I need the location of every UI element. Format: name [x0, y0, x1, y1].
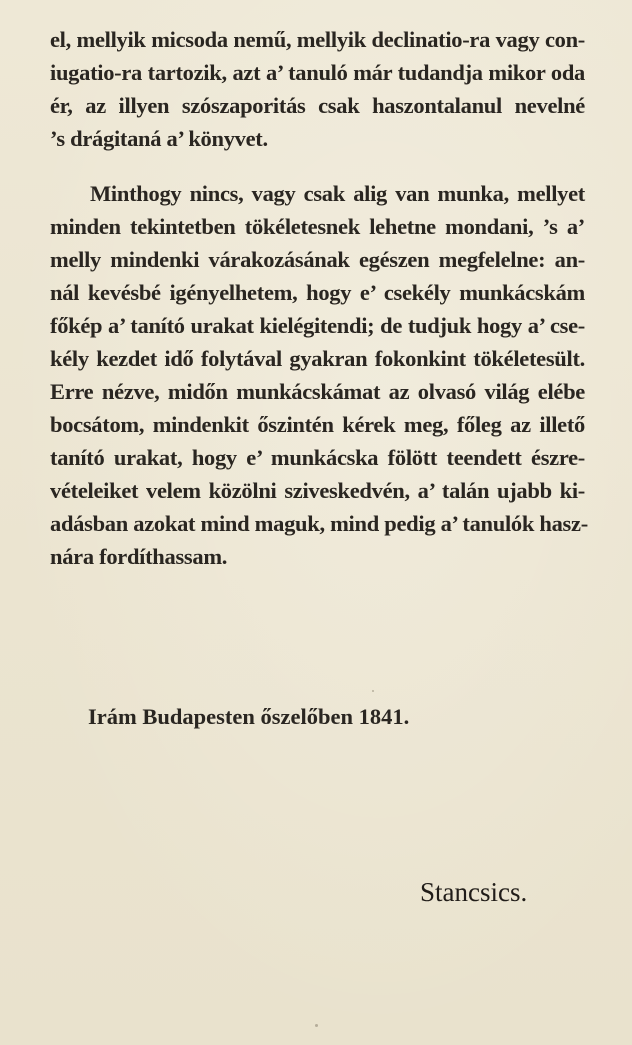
paper-speck	[315, 1024, 318, 1027]
text-line: Minthogy nincs, vagy csak alig van munka, mellyet	[90, 181, 585, 206]
paper-speck	[372, 690, 374, 692]
text-line: nára fordíthassam.	[50, 544, 228, 569]
text-line: adásban azokat mind maguk, mind pedig a’ tanulók hasz-	[50, 511, 588, 536]
text-line: főkép a’ tanító urakat kielégitendi; de tudjuk hogy a’ cse-	[50, 313, 585, 338]
text-line: Erre nézve, midőn munkácskámat az olvasó világ elébe	[50, 379, 585, 404]
text-line: minden tekintetben tökéletesnek lehetne mondani, ’s a’	[50, 214, 585, 239]
text-line: iugatio-ra tartozik, azt a’ tanuló már tudandja mikor oda	[50, 60, 585, 85]
text-line: vételeiket velem közölni sziveskedvén, a’ talán ujabb ki-	[50, 478, 585, 503]
text-line: ’s drágitaná a’ könyvet.	[50, 126, 268, 151]
author-signature: Stancsics.	[420, 877, 528, 907]
paragraph-2	[50, 177, 588, 573]
text-line: melly mindenki várakozásának egészen megfelelne: an-	[50, 247, 585, 272]
text-line: ér, az illyen szószaporitás csak haszontalanul nevelné	[50, 93, 585, 118]
text-line: nál kevésbé igényelhetem, hogy e’ csekély munkácskám	[50, 280, 585, 305]
text-line: tanító urakat, hogy e’ munkácska fölött teendett észre-	[50, 445, 585, 470]
paragraph-1	[50, 23, 585, 155]
text-line: bocsátom, mindenkit őszintén kérek meg, főleg az illető	[50, 412, 585, 437]
text-line: el, mellyik micsoda nemű, mellyik declinatio-ra vagy con-	[50, 27, 585, 52]
dateline: Irám Budapesten őszelőben 1841.	[88, 704, 410, 729]
text-line: kély kezdet idő folytával gyakran fokonkint tökéletesült.	[50, 346, 585, 371]
